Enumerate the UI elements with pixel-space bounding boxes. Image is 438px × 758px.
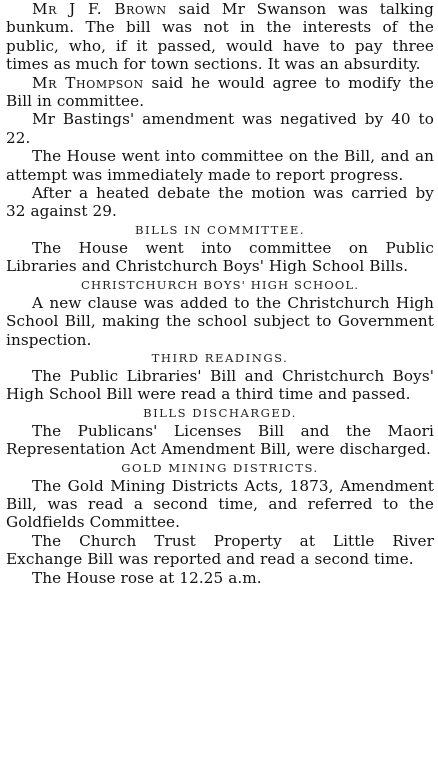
paragraph-motion-carried: After a heated debate the motion was carried by 32 against 29.: [6, 184, 434, 221]
paragraph-house-rose: The House rose at 12.25 a.m.: [32, 568, 262, 587]
speaker-name: Mr J F. Brown: [32, 0, 167, 18]
paragraph-new-clause: A new clause was added to the Christchurch High School Bill, making the school subject to Government inspection.: [6, 293, 434, 349]
paragraph-brown: [6, 0, 434, 74]
paragraph-discharged: The Publicans' Licenses Bill and the Maori Representation Act Amendment Bill, were discharged.: [6, 421, 434, 459]
paragraph-church-trust: The Church Trust Property at Little River Exchange Bill was reported and read a second time.: [6, 531, 434, 569]
section-heading-bills-discharged: BILLS DISCHARGED.: [143, 405, 297, 420]
paragraph-gold-mining: The Gold Mining Districts Acts, 1873, Amendment Bill, was read a second time, and referred to the Goldfields Committee.: [6, 476, 434, 532]
section-heading-high-school: CHRISTCHURCH BOYS' HIGH SCHOOL.: [81, 277, 359, 292]
section-heading-third-readings: THIRD READINGS.: [151, 350, 289, 365]
paragraph-text: said he would agree to modify the Bill in committee.: [6, 73, 434, 111]
paragraph-committee: The House went into committee on the Bill, and an attempt was immediately made to report progress.: [6, 147, 434, 184]
section-heading-gold-mining: GOLD MINING DISTRICTS.: [121, 460, 319, 475]
paragraph-thompson: [6, 74, 434, 111]
paragraph-amendment-result: Mr Bastings' amendment was negatived by 40 to 22.: [6, 110, 434, 147]
speaker-name: Mr Thompson: [32, 73, 144, 92]
section-heading-bills-in-committee: BILLS IN COMMITTEE.: [134, 222, 306, 237]
paragraph-libraries-committee: The House went into committee on Public Libraries and Christchurch Boys' High School Bills.: [6, 238, 434, 276]
paragraph-text: said Mr Swanson was talking bunkum. The bill was not in the interests of the public, who, if it passed, would have to pay three times as much for town sections. It was an absurdity.: [6, 0, 434, 74]
paragraph-third-reading: The Public Libraries' Bill and Christchurch Boys' High School Bill were read a third time and passed.: [6, 366, 434, 404]
